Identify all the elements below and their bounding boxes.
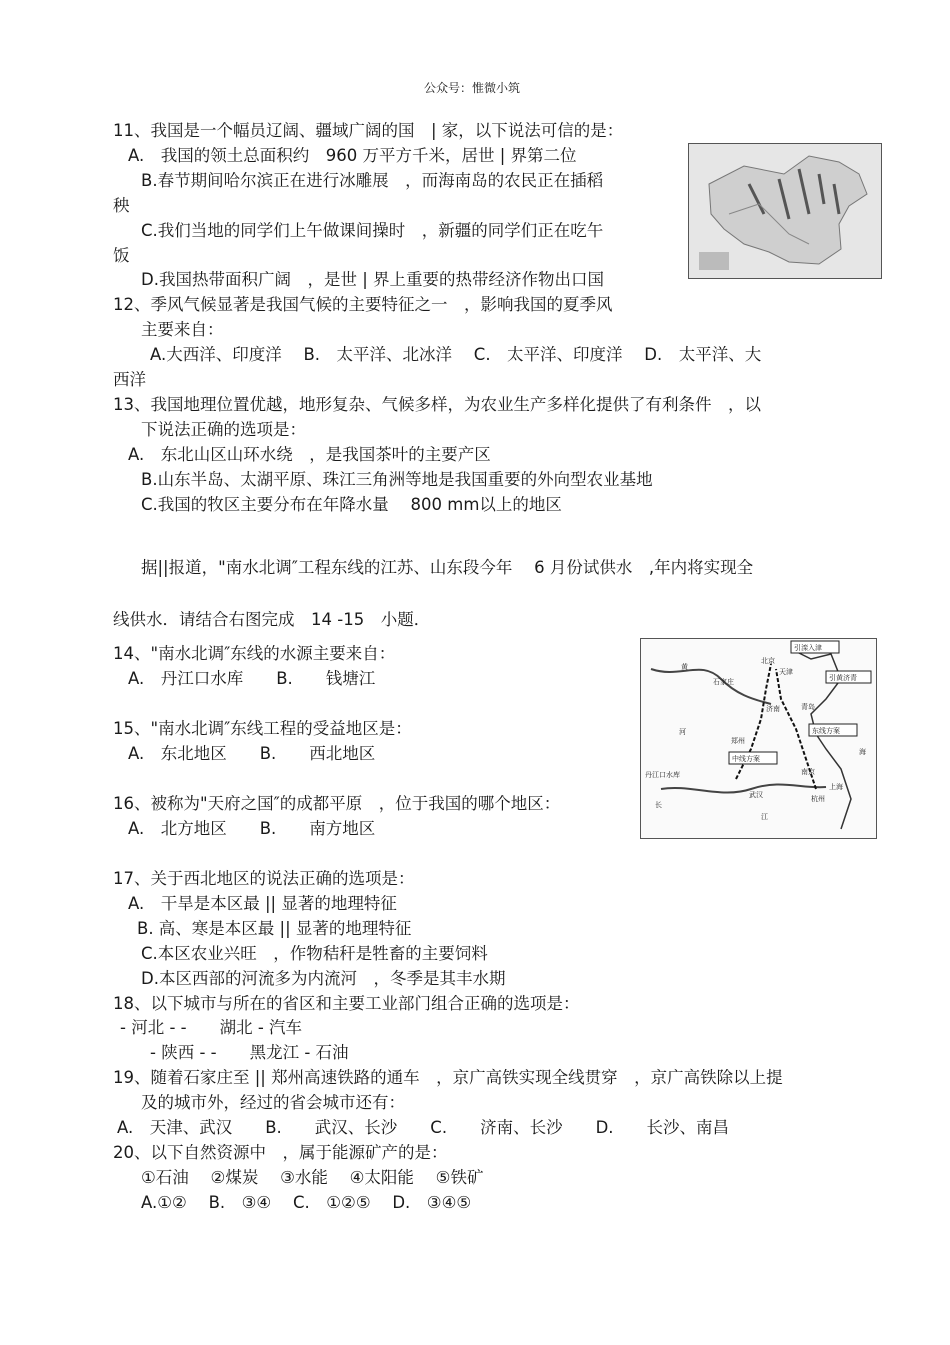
map-city-shijiazhuang: 石家庄 — [713, 678, 734, 686]
passage-line-2: 线供水．请结合右图完成 14 -15 小题． — [113, 610, 431, 629]
map-sea-hai: 海 — [859, 748, 866, 756]
q15-options: A. 东北地区 B. 西北地区 — [128, 744, 376, 763]
q17-option-c: C.本区农业兴旺 ，作物秸秆是牲畜的主要饲料 — [141, 944, 488, 963]
passage-line-1: 据||报道，"南水北调″工程东线的江苏、山东段今年 6 月份试供水 ,年内将实现全 — [141, 558, 754, 577]
map-city-hangzhou: 杭州 — [811, 795, 825, 803]
q11-option-a: A. 我国的领土总面积约 960 万平方千米，居世 | 界第二位 — [128, 146, 577, 165]
q18-option-1: - 河北 - - 湖北 - 汽车 — [120, 1018, 303, 1037]
map-city-zhengzhou: 郑州 — [731, 737, 745, 745]
q17-option-a: A. 干旱是本区最 || 显著的地理特征 — [128, 894, 397, 913]
q11-option-b: B.春节期间哈尔滨正在进行冰雕展 ，而海南岛的农民正在插稻 — [141, 171, 604, 190]
map-label-yinluan: 引滦入津 — [794, 644, 822, 652]
map-label-middle-route: 中线方案 — [732, 755, 760, 763]
q20-stem: 20、以下自然资源中 ，属于能源矿产的是： — [113, 1143, 448, 1162]
q12-stem: 12、季风气候显著是我国气候的主要特征之一 ，影响我国的夏季风 — [113, 295, 613, 314]
q12-options-cont: 西洋 — [113, 370, 146, 389]
map-river-huang: 黄 — [681, 663, 688, 671]
q12-stem-cont: 主要来自： — [141, 320, 224, 339]
page-header: 公众号：惟微小筑 — [424, 81, 521, 95]
q14-stem: 14、"南水北调″东线的水源主要来自： — [113, 644, 396, 663]
q19-options: A. 天津、武汉 B. 武汉、长沙 C. 济南、长沙 D. 长沙、南昌 — [117, 1118, 730, 1137]
q11-stem: 11、我国是一个幅员辽阔、疆域广阔的国 | 家，以下说法可信的是： — [113, 121, 624, 140]
map-city-wuhan: 武汉 — [749, 791, 763, 799]
q16-stem: 16、被称为"天府之国″的成都平原 ，位于我国的哪个地区： — [113, 794, 561, 813]
map-river-chang: 长 — [655, 801, 662, 809]
q11-option-c-cont: 饭 — [113, 246, 130, 265]
q14-options: A. 丹江口水库 B. 钱塘江 — [128, 669, 376, 688]
q13-stem: 13、我国地理位置优越，地形复杂、气候多样，为农业生产多样化提供了有利条件 ，以 — [113, 395, 761, 414]
map-city-jinan: 济南 — [766, 705, 780, 713]
q17-option-d: D.本区西部的河流多为内流河 ，冬季是其丰水期 — [141, 969, 506, 988]
q11-option-b-cont: 秧 — [113, 196, 130, 215]
q19-stem-cont: 及的城市外，经过的省会城市还有： — [141, 1093, 405, 1112]
q13-stem-cont: 下说法正确的选项是： — [141, 420, 306, 439]
q13-option-c: C.我国的牧区主要分布在年降水量 800 mm以上的地区 — [141, 495, 562, 514]
q19-stem: 19、随着石家庄至 || 郑州高速铁路的通车 ，京广高铁实现全线贯穿 ，京广高铁除以上提 — [113, 1068, 783, 1087]
q13-option-b: B.山东半岛、太湖平原、珠江三角洲等地是我国重要的外向型农业基地 — [141, 470, 653, 489]
q20-options: A.①② B. ③④ C. ①②⑤ D. ③④⑤ — [141, 1193, 472, 1212]
map-city-tianjin: 天津 — [779, 668, 793, 676]
q15-stem: 15、"南水北调″东线工程的受益地区是： — [113, 719, 412, 738]
q20-items: ①石油 ②煤炭 ③水能 ④太阳能 ⑤铁矿 — [141, 1168, 484, 1187]
map-label-yinhuang: 引黄济青 — [829, 674, 857, 682]
q18-option-2: - 陕西 - - 黑龙江 - 石油 — [150, 1043, 349, 1062]
map-label-east-route: 东线方案 — [812, 727, 840, 735]
map-city-qingdao: 青岛 — [801, 703, 815, 711]
map-label-danjiangkou: 丹江口水库 — [645, 771, 680, 779]
china-climate-map-figure — [688, 143, 882, 279]
q12-options: A.大西洋、印度洋 B. 太平洋、北冰洋 C. 太平洋、印度洋 D. 太平洋、大 — [150, 345, 762, 364]
q17-option-b: B. 高、寒是本区最 || 显著的地理特征 — [137, 919, 412, 938]
map-river-jiang: 江 — [761, 813, 768, 821]
q18-stem: 18、以下城市与所在的省区和主要工业部门组合正确的选项是： — [113, 994, 580, 1013]
q11-option-d: D.我国热带面积广阔 ，是世 | 界上重要的热带经济作物出口国 — [141, 270, 604, 289]
map-river-he: 河 — [679, 728, 686, 736]
q13-option-a: A. 东北山区山环水绕 ，是我国茶叶的主要产区 — [128, 445, 491, 464]
water-transfer-map-figure — [640, 638, 877, 839]
map-city-beijing: 北京 — [761, 657, 775, 665]
q17-stem: 17、关于西北地区的说法正确的选项是： — [113, 869, 415, 888]
q11-option-c: C.我们当地的同学们上午做课间操时 ，新疆的同学们正在吃午 — [141, 221, 604, 240]
map-city-shanghai: 上海 — [829, 783, 843, 791]
q16-options: A. 北方地区 B. 南方地区 — [128, 819, 376, 838]
map-city-nanjing: 南京 — [801, 768, 815, 776]
